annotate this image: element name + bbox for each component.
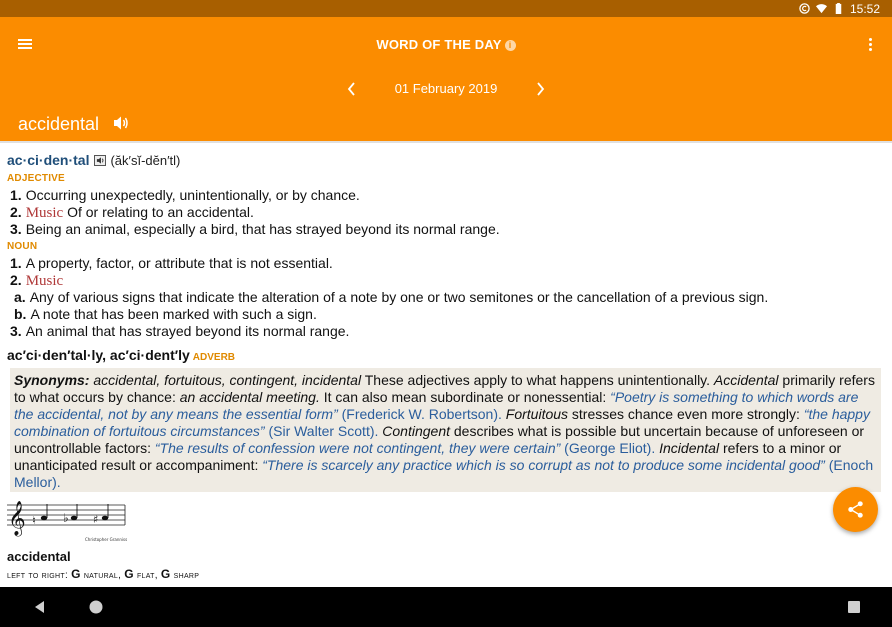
sense-item xyxy=(10,272,63,290)
sub-sense-item xyxy=(14,289,768,305)
sense-number: 2. xyxy=(10,204,22,220)
subject-label-music: Music xyxy=(25,205,64,221)
share-icon xyxy=(846,500,865,519)
svg-text:♯: ♯ xyxy=(93,513,99,526)
page-title-text: WORD OF THE DAY xyxy=(376,37,502,52)
sense-text: Any of various signs that indicate the alteration of a note by one or two semitones or the cancellation of a previous sign. xyxy=(29,289,769,305)
image-credit: Christopher Granniss xyxy=(85,537,127,542)
caption-note: G xyxy=(124,567,134,581)
sense-number: 1. xyxy=(10,255,22,271)
sense-text: Being an animal, especially a bird, that has strayed beyond its normal range. xyxy=(25,221,500,237)
svg-text:𝄞: 𝄞 xyxy=(8,501,26,536)
music-staff-illustration[interactable] xyxy=(7,497,127,543)
speaker-icon[interactable] xyxy=(112,114,130,132)
quotation: “the happy combination of fortuitous circumstances” xyxy=(14,406,870,439)
synonyms-text: describes what is possible but uncertain because of unforeseen or uncontrollable factors: xyxy=(14,423,865,456)
pronunciation: (ăk′sĭ-dĕn′tl) xyxy=(110,152,181,168)
more-vert-icon xyxy=(869,38,872,41)
part-of-speech-adverb: ADVERB xyxy=(192,352,236,363)
quotation: “There is scarcely any practice which is so corrupt as not to produce some incidental good” xyxy=(262,457,825,473)
sense-number: 2. xyxy=(10,272,22,288)
quotation: “The results of confession were not contingent, they were certain” xyxy=(154,440,561,456)
synonyms-text: It can also mean subordinate or nonessential: xyxy=(319,389,611,405)
sense-number: b. xyxy=(14,306,27,322)
quotation-author: (Sir Walter Scott). xyxy=(264,423,379,439)
sense-item xyxy=(10,221,500,237)
synonym-word: Contingent xyxy=(378,423,450,439)
sense-text: Of or relating to an accidental. xyxy=(63,204,254,220)
sense-item xyxy=(10,204,254,222)
part-of-speech-adjective: ADJECTIVE xyxy=(7,173,65,184)
synonym-word: Accidental xyxy=(713,372,779,388)
sense-item xyxy=(10,187,360,203)
sense-number: 3. xyxy=(10,221,22,237)
figure-caption-word: accidental xyxy=(7,549,71,564)
svg-text:♭: ♭ xyxy=(63,511,69,525)
entry-header xyxy=(7,152,180,168)
date-navigator xyxy=(0,79,892,99)
speaker-icon xyxy=(96,156,105,165)
synonyms-text: primarily refers to what occurs by chance: xyxy=(14,372,875,405)
caption-text: left to right: xyxy=(7,570,72,581)
circle-c-icon xyxy=(799,3,810,14)
home-icon[interactable] xyxy=(86,597,106,617)
sense-text: A note that has been marked with such a sign. xyxy=(30,306,317,322)
quotation-author: (George Eliot). xyxy=(560,440,656,456)
synonyms-list: accidental, fortuitous, contingent, incidental xyxy=(89,372,362,388)
caption-text: flat, xyxy=(133,570,161,581)
part-of-speech-noun: NOUN xyxy=(7,241,38,252)
system-nav-bar xyxy=(0,587,892,627)
quotation-author: (Frederick W. Robertson). xyxy=(337,406,502,422)
synonym-word: Fortuitous xyxy=(501,406,569,422)
status-time: 15:52 xyxy=(849,1,880,16)
synonyms-text: These adjectives apply to what happens unintentionally. xyxy=(361,372,714,388)
sense-text: An animal that has strayed beyond its normal range. xyxy=(25,323,350,339)
sense-number: 3. xyxy=(10,323,22,339)
svg-text:♮: ♮ xyxy=(32,514,36,527)
audio-pronunciation-button[interactable] xyxy=(94,155,106,166)
page-title xyxy=(0,37,892,52)
example-phrase: an accidental meeting. xyxy=(179,389,320,405)
sense-text: Occurring unexpectedly, unintentionally, or by chance. xyxy=(25,187,360,203)
chevron-right-icon xyxy=(530,79,550,99)
caption-note: G xyxy=(71,567,81,581)
quotation-author: (Enoch Mellor). xyxy=(14,457,874,490)
back-icon[interactable] xyxy=(30,597,50,617)
battery-icon xyxy=(833,3,844,14)
synonyms-text: stresses chance even more strongly: xyxy=(568,406,804,422)
derived-forms xyxy=(7,347,235,363)
quotation: “Poetry is something to which words are the accidental, not by any means the essential form” xyxy=(14,389,859,422)
derived-words: ac′ci·den′tal·ly, ac′ci·dent′ly xyxy=(7,347,190,363)
headword: accidental xyxy=(18,114,100,134)
sense-number: 1. xyxy=(10,187,22,203)
more-vert-icon-dot xyxy=(869,48,872,51)
current-date[interactable]: 01 February 2019 xyxy=(394,81,498,96)
more-vert-icon-dot xyxy=(869,43,872,46)
sense-text: A property, factor, or attribute that is not essential. xyxy=(25,255,333,271)
synonyms-box xyxy=(10,368,881,492)
status-bar xyxy=(0,0,892,17)
definition-content[interactable] xyxy=(0,141,892,587)
synonym-word: Incidental xyxy=(655,440,720,456)
wifi-icon xyxy=(816,3,827,14)
sense-number: a. xyxy=(14,289,26,305)
app-bar xyxy=(0,17,892,141)
share-button[interactable] xyxy=(833,487,878,532)
sense-item xyxy=(10,255,333,271)
entry-word: ac·ci·den·tal xyxy=(7,152,90,168)
sense-item xyxy=(10,323,349,339)
caption-text: natural, xyxy=(80,570,125,581)
next-day-button[interactable] xyxy=(530,79,550,99)
caption-text: sharp xyxy=(170,570,200,581)
synonyms-label: Synonyms: xyxy=(14,372,90,388)
more-options-button[interactable] xyxy=(866,36,876,54)
recent-apps-icon[interactable] xyxy=(844,597,864,617)
info-icon[interactable]: i xyxy=(505,40,516,51)
sub-sense-item xyxy=(14,306,317,322)
figure-caption xyxy=(7,567,199,581)
subject-label-music: Music xyxy=(25,273,64,289)
synonyms-text: refers to a minor or unanticipated result or accompaniment: xyxy=(14,440,842,473)
caption-note: G xyxy=(160,567,171,581)
